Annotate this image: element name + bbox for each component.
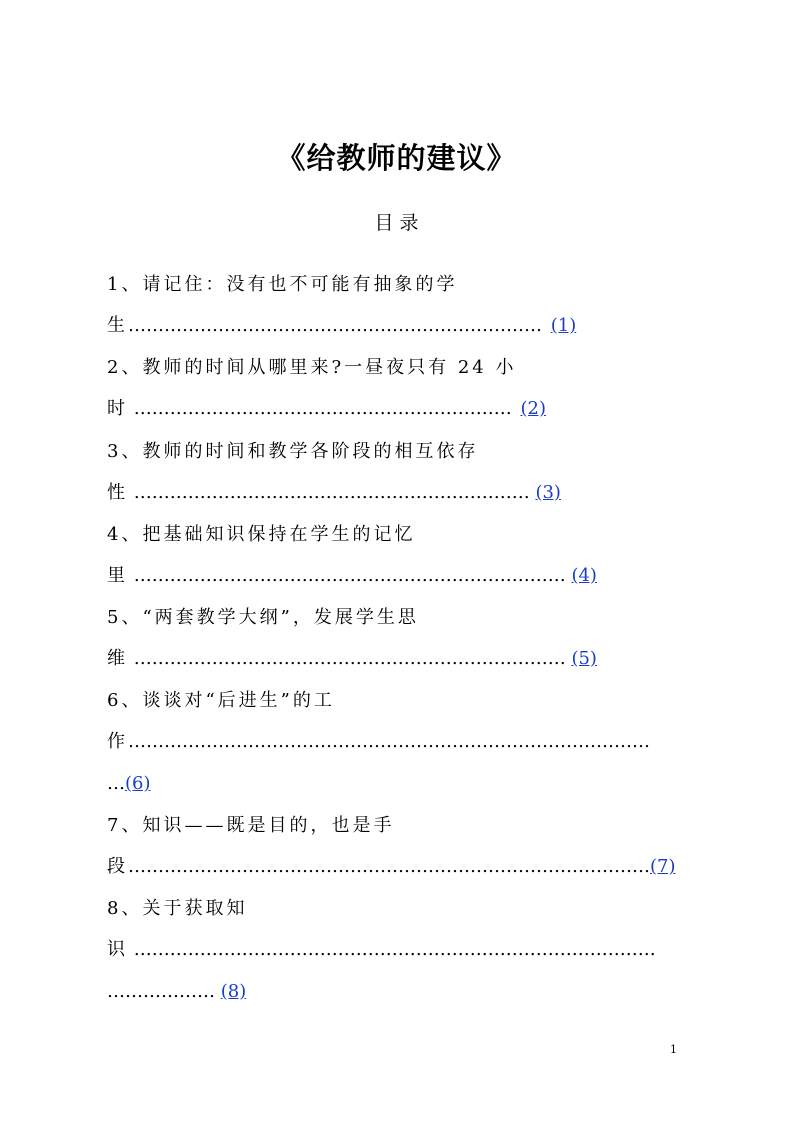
toc-entry-8-title: 8、关于获取知: [107, 898, 248, 919]
toc-entry-5-title: 5、“两套教学大纲”，发展学生思: [107, 607, 419, 628]
toc-entry-7-page-link[interactable]: (7): [650, 856, 676, 877]
toc-entry-3-title: 3、教师的时间和教学各阶段的相互依存: [107, 441, 479, 462]
toc-entry-6-page-link[interactable]: (6): [125, 773, 151, 794]
toc-entry-1-page-link[interactable]: (1): [550, 315, 577, 336]
toc-entry-2-leader: 时 ……………………………………………………… (2): [107, 398, 546, 419]
page-number: 1: [670, 1043, 677, 1056]
toc-entry-3-leader: 性 ………………………………………………………… (3): [107, 482, 561, 503]
toc-entry-8-leader: 识 ……………………………………………………………………………: [107, 939, 656, 960]
toc-entry-3-page-link[interactable]: (3): [535, 482, 561, 503]
toc-entry-6-leader: 作……………………………………………………………………………: [107, 731, 650, 752]
toc-entry-8-page-link[interactable]: (8): [220, 981, 247, 1002]
toc-entry-7-leader: 段……………………………………………………………………………(7): [107, 856, 676, 877]
toc-heading: 目 录: [374, 212, 419, 234]
toc-entry-6-title: 6、谈谈对“后进生”的工: [107, 690, 335, 711]
toc-entry-6-leader-cont: …(6): [107, 773, 151, 794]
toc-entry-8-leader-cont: ……………… (8): [107, 981, 247, 1002]
toc-entry-2-page-link[interactable]: (2): [520, 398, 546, 419]
toc-entry-5-leader: 维 ……………………………………………………………… (5): [107, 648, 597, 669]
toc-entry-4-leader: 里 ……………………………………………………………… (4): [107, 565, 597, 586]
toc-entry-4-page-link[interactable]: (4): [571, 565, 597, 586]
toc-entry-7-title: 7、知识——既是目的，也是手: [107, 815, 395, 836]
toc-entry-4-title: 4、把基础知识保持在学生的记忆: [107, 524, 416, 545]
toc-entry-1-title: 1、请记住：没有也不可能有抽象的学: [107, 274, 458, 295]
toc-entry-5-page-link[interactable]: (5): [571, 648, 597, 669]
toc-entry-2-title: 2、教师的时间从哪里来?一昼夜只有 24 小: [107, 357, 517, 378]
toc-entry-1-leader: 生…………………………………………………………… (1): [107, 315, 577, 336]
document-title: 《给教师的建议》: [276, 141, 517, 175]
